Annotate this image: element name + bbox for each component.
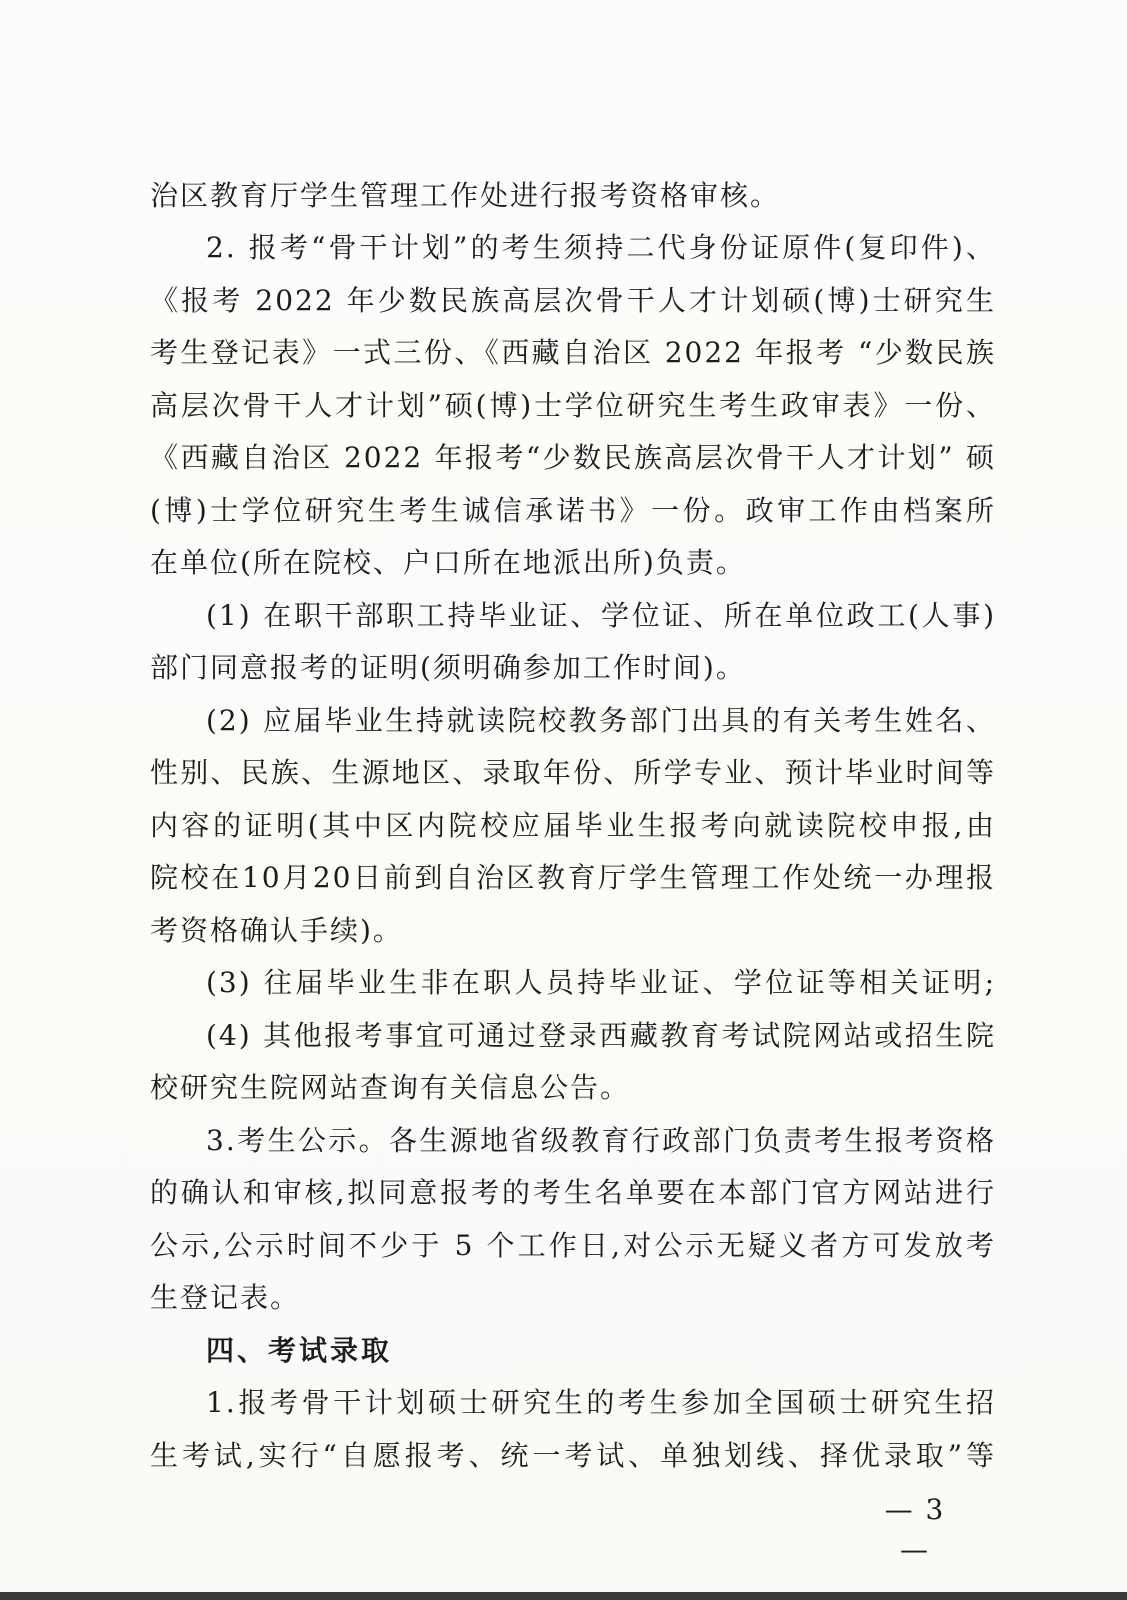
text-line: (2) 应届毕业生持就读院校教务部门出具的有关考生姓名、: [206, 704, 996, 737]
text-line: 《报考 2022 年少数民族高层次骨干人才计划硕(博)士研究生: [150, 284, 996, 317]
text-line: 校研究生院网站查询有关信息公告。: [150, 1071, 631, 1104]
text-line: 治区教育厅学生管理工作处进行报考资格审核。: [150, 179, 781, 212]
page-number: — 3 —: [884, 1493, 946, 1566]
text-line: (1) 在职干部职工持毕业证、学位证、所在单位政工(人事): [206, 599, 996, 632]
text-line: 3.考生公示。各生源地省级教育行政部门负责考生报考资格: [206, 1124, 996, 1157]
text-line: 高层次骨干人才计划”硕(博)士学位研究生考生政审表》一份、: [150, 389, 996, 422]
text-line: 2. 报考“骨干计划”的考生须持二代身份证原件(复印件)、: [206, 231, 996, 264]
text-line: (博)士学位研究生考生诚信承诺书》一份。政审工作由档案所: [150, 494, 996, 527]
text-line: (4) 其他报考事宜可通过登录西藏教育考试院网站或招生院: [206, 1019, 996, 1052]
text-line: 考资格确认手续)。: [150, 914, 403, 947]
section-heading: 四、考试录取: [206, 1334, 393, 1367]
text-line: 内容的证明(其中区内院校应届毕业生报考向就读院校申报,由: [150, 809, 996, 842]
text-line: 性别、民族、生源地区、录取年份、所学专业、预计毕业时间等: [150, 756, 996, 789]
text-line: 生登记表。: [150, 1281, 301, 1314]
scan-bottom-edge: [0, 1592, 1127, 1600]
text-line: (3) 往届毕业生非在职人员持毕业证、学位证等相关证明;: [206, 966, 996, 999]
text-line: 的确认和审核,拟同意报考的考生名单要在本部门官方网站进行: [150, 1176, 996, 1209]
text-line: 《西藏自治区 2022 年报考“少数民族高层次骨干人才计划” 硕: [150, 441, 996, 474]
text-line: 公示,公示时间不少于 5 个工作日,对公示无疑义者方可发放考: [150, 1229, 996, 1262]
text-line: 1.报考骨干计划硕士研究生的考生参加全国硕士研究生招: [206, 1386, 996, 1419]
text-line: 在单位(所在院校、户口所在地派出所)负责。: [150, 546, 746, 579]
text-line: 院校在10月20日前到自治区教育厅学生管理工作处统一办理报: [150, 861, 996, 894]
text-line: 生考试,实行“自愿报考、统一考试、单独划线、择优录取”等: [150, 1439, 996, 1472]
text-line: 部门同意报考的证明(须明确参加工作时间)。: [150, 651, 746, 684]
text-line: 考生登记表》一式三份、《西藏自治区 2022 年报考 “少数民族: [150, 336, 996, 369]
